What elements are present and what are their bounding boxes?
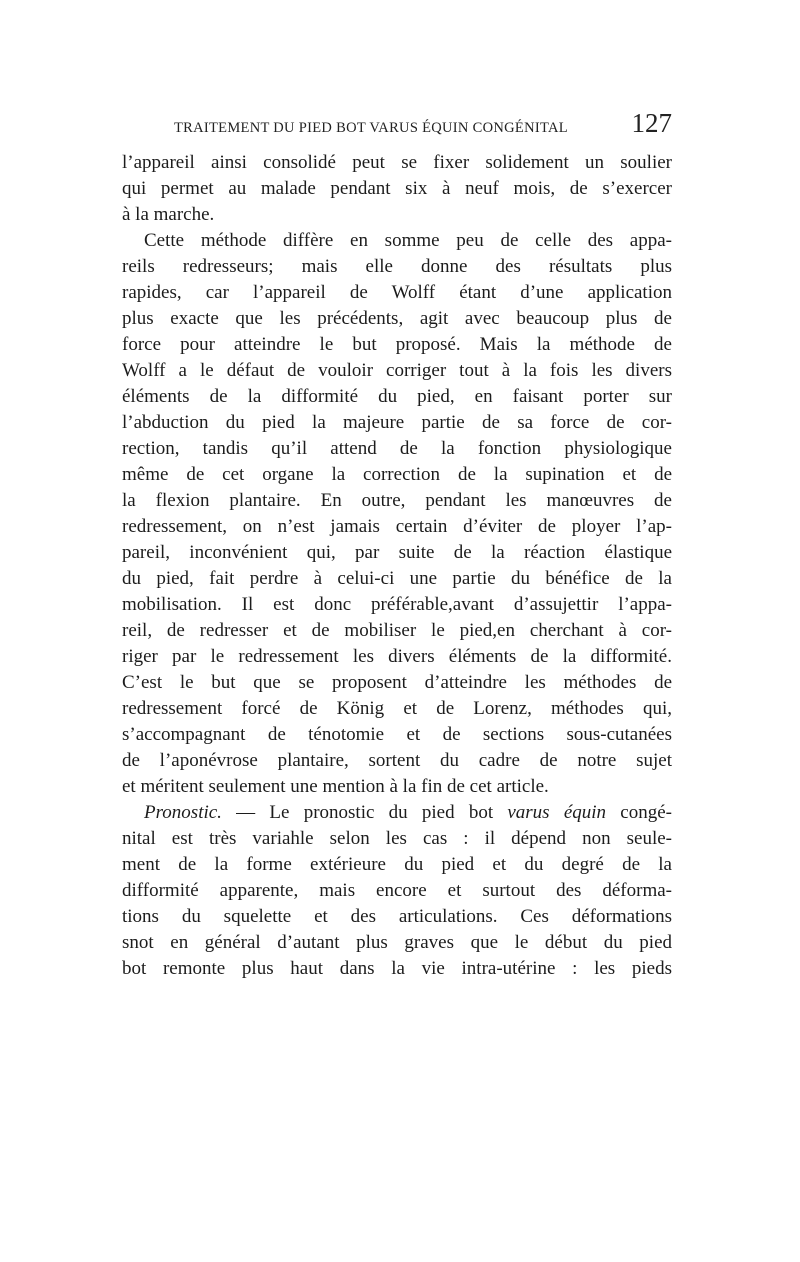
text-line: l’appareil ainsi consolidé peut se fixer solidement un soulier xyxy=(122,152,672,173)
text-line: du pied, fait perdre à celui-ci une partie du bénéfice de la xyxy=(122,568,672,589)
text-line: snot en général d’autant plus graves que le début du pied xyxy=(122,932,672,953)
text-line: redressement forcé de König et de Lorenz, méthodes qui, xyxy=(122,698,672,719)
text-line: rapides, car l’appareil de Wolff étant d’une application xyxy=(122,282,672,303)
body-text xyxy=(122,150,672,982)
text-line: s’accompagnant de ténotomie et de sections sous-cutanées xyxy=(122,724,672,745)
text-line: Wolff a le défaut de vouloir corriger tout à la fois les divers xyxy=(122,360,672,381)
text-line: la flexion plantaire. En outre, pendant les manœuvres de xyxy=(122,490,672,511)
text-line: éléments de la difformité du pied, en faisant porter sur xyxy=(122,386,672,407)
text-line: de l’aponévrose plantaire, sortent du cadre de notre sujet xyxy=(122,750,672,771)
prognosis-first-line xyxy=(122,800,672,826)
page-number: 127 xyxy=(631,108,672,138)
text-line: qui permet au malade pendant six à neuf mois, de s’exercer xyxy=(122,178,672,199)
text-line: plus exacte que les précédents, agit avec beaucoup plus de xyxy=(122,308,672,329)
text-line: C’est le but que se proposent d’atteindre les méthodes de xyxy=(122,672,672,693)
text-line: redressement, on n’est jamais certain d’éviter de ployer l’ap- xyxy=(122,516,672,537)
prognosis-text: — Le pronostic du pied bot xyxy=(221,802,508,823)
running-head xyxy=(122,106,672,136)
text-line: ment de la forme extérieure du pied et du degré de la xyxy=(122,854,672,875)
text-line: nital est très variahle selon les cas : il dépend non seule- xyxy=(122,828,672,849)
text-line: pareil, inconvénient qui, par suite de la réaction élastique xyxy=(122,542,672,563)
text-line: même de cet organe la correction de la supination et de xyxy=(122,464,672,485)
text-line: bot remonte plus haut dans la vie intra-utérine : les pieds xyxy=(122,958,672,979)
text-line: Cette méthode diffère en somme peu de celle des appa- xyxy=(144,230,672,251)
text-line: reil, de redresser et de mobiliser le pied,en cherchant à cor- xyxy=(122,620,672,641)
text-line: riger par le redressement les divers éléments de la difformité. xyxy=(122,646,672,667)
text-line: tions du squelette et des articulations. Ces déformations xyxy=(122,906,672,927)
text-line: mobilisation. Il est donc préférable,avant d’assujettir l’appa- xyxy=(122,594,672,615)
text-line: l’abduction du pied la majeure partie de sa force de cor- xyxy=(122,412,672,433)
prognosis-heading: Pronostic. xyxy=(144,802,222,823)
word-space xyxy=(550,802,564,823)
term-equin: équin xyxy=(563,802,607,823)
text-line: difformité apparente, mais encore et surtout des déforma- xyxy=(122,880,672,901)
text-line: et méritent seulement une mention à la fin de cet article. xyxy=(122,776,549,797)
term-varus: varus xyxy=(507,802,550,823)
prognosis-text-end: congé- xyxy=(606,802,672,823)
text-line: force pour atteindre le but proposé. Mais la méthode de xyxy=(122,334,672,355)
text-line: rection, tandis qu’il attend de la fonction physiologique xyxy=(122,438,672,459)
text-line: à la marche. xyxy=(122,204,215,225)
text-line: reils redresseurs; mais elle donne des résultats plus xyxy=(122,256,672,277)
running-title: TRAITEMENT DU PIED BOT VARUS ÉQUIN CONGÉNITAL xyxy=(174,120,568,136)
